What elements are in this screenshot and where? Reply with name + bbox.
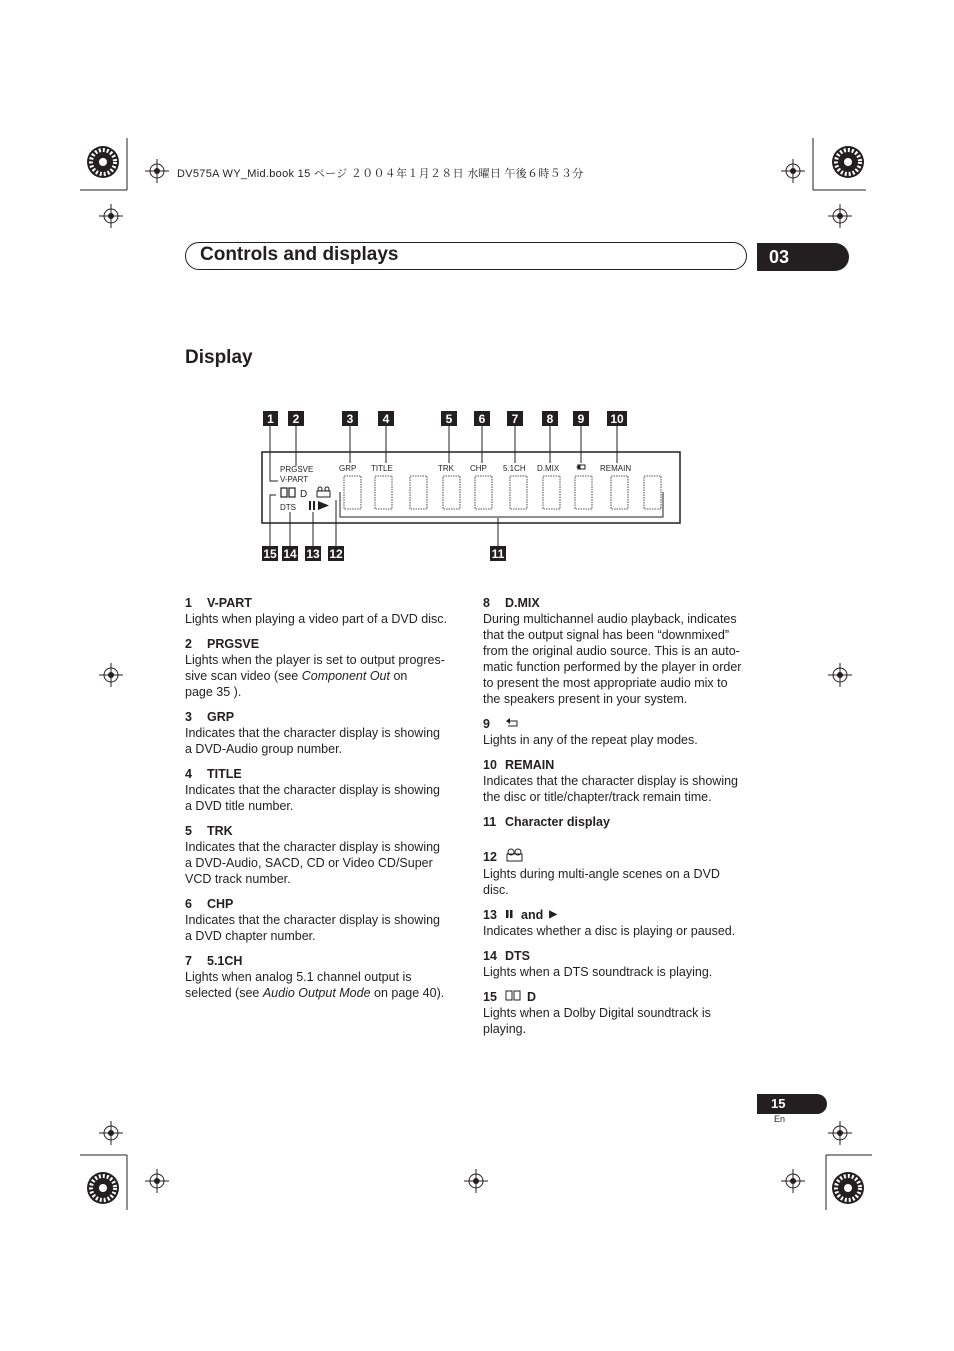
camera-angle-icon xyxy=(317,487,330,497)
item-title: 3 GRP xyxy=(185,710,235,724)
item-2 xyxy=(185,636,465,700)
item-5 xyxy=(185,823,465,887)
callout-5 xyxy=(441,411,457,426)
item-7 xyxy=(185,953,465,1001)
label-remain: REMAIN xyxy=(600,464,632,473)
item-title: 10 REMAIN xyxy=(483,758,555,772)
character-segment xyxy=(344,476,361,509)
item-6 xyxy=(185,896,465,944)
display-diagram xyxy=(0,0,954,600)
item-8 xyxy=(483,595,763,707)
character-segment xyxy=(443,476,460,509)
svg-text:1: 1 xyxy=(267,412,274,426)
item-11 xyxy=(483,814,763,830)
item-description: Indicates that the character display is showing a DVD title number. xyxy=(185,783,440,813)
dolby-icon xyxy=(281,488,295,497)
item-title: 13 and ▶ xyxy=(483,908,557,922)
page-number: 15 xyxy=(757,1094,827,1114)
item-4 xyxy=(185,766,465,814)
dolby-icon xyxy=(505,990,521,1001)
item-12 xyxy=(483,848,763,898)
label-dmix: D.MIX xyxy=(537,464,560,473)
item-1 xyxy=(185,595,465,627)
item-title: 15 D xyxy=(483,990,537,1004)
callout-14 xyxy=(282,546,298,561)
item-title: 6 CHP xyxy=(185,897,234,911)
character-segment xyxy=(475,476,492,509)
item-description: During multichannel audio playback, indicates that the output signal has been “downmixed” from the original audio source. This is an auto- matic function performed by the player in order to present the most appropriate audio mix to the speakers present in your system. xyxy=(483,612,742,706)
svg-text:9: 9 xyxy=(577,412,585,426)
label-chp: CHP xyxy=(470,464,487,473)
callout-11 xyxy=(490,546,506,561)
play-icon: ▶ xyxy=(549,909,557,920)
item-14 xyxy=(483,948,763,980)
svg-text:4: 4 xyxy=(382,412,390,426)
item-description: Indicates that the character display is showing a DVD chapter number. xyxy=(185,913,440,943)
character-segment xyxy=(543,476,560,509)
label-51ch: 5.1CH xyxy=(503,464,526,473)
item-description: Lights when the player is set to output progres- sive scan video (see Component Out on page 35 ). xyxy=(185,653,445,699)
label-title: TITLE xyxy=(371,464,393,473)
item-title: 7 5.1CH xyxy=(185,954,243,968)
page-language: En xyxy=(774,1114,786,1124)
callout-6 xyxy=(474,411,490,426)
callout-15 xyxy=(262,546,278,561)
repeat-icon xyxy=(505,718,519,728)
item-3 xyxy=(185,709,465,757)
chapter-tab: 03 xyxy=(757,243,849,271)
item-description: Lights in any of the repeat play modes. xyxy=(483,733,698,747)
item-description: Lights when a DTS soundtrack is playing. xyxy=(483,965,713,979)
label-dts: DTS xyxy=(280,503,296,512)
callout-3 xyxy=(342,411,358,426)
label-grp: GRP xyxy=(339,464,357,473)
callout-1 xyxy=(263,411,278,426)
callout-10 xyxy=(607,411,627,426)
item-description: Lights when analog 5.1 channel output is selected (see Audio Output Mode on page 40). xyxy=(185,970,445,1000)
svg-text:6: 6 xyxy=(478,412,486,426)
item-description: Indicates that the character display is showing a DVD-Audio, SACD, CD or Video CD/Super VCD track number. xyxy=(185,840,440,886)
item-title: 5 TRK xyxy=(185,824,233,838)
character-segment xyxy=(510,476,527,509)
callout-9 xyxy=(573,411,589,426)
camera-angle-icon xyxy=(505,848,525,862)
item-10 xyxy=(483,757,763,805)
repeat-icon xyxy=(577,465,585,469)
callout-4 xyxy=(378,411,394,426)
callout-13 xyxy=(305,546,321,561)
item-15 xyxy=(483,989,763,1037)
character-segment xyxy=(410,476,427,509)
item-description: Indicates whether a disc is playing or paused. xyxy=(483,924,736,938)
item-title: 4 TITLE xyxy=(185,767,242,781)
label-dolby-d: D xyxy=(300,489,308,500)
item-9 xyxy=(483,716,763,748)
svg-text:2: 2 xyxy=(292,412,300,426)
svg-text:3: 3 xyxy=(346,412,354,426)
label-trk: TRK xyxy=(438,464,454,473)
item-description: Lights during multi-angle scenes on a DVD disc. xyxy=(483,867,720,897)
character-segment xyxy=(575,476,592,509)
callout-2 xyxy=(288,411,304,426)
character-segment xyxy=(611,476,628,509)
display-heading: Display xyxy=(185,347,253,368)
item-title: 9 xyxy=(483,716,763,732)
svg-text:15: 15 xyxy=(263,547,277,561)
item-title: 1 V-PART xyxy=(185,596,252,610)
item-description: Lights when playing a video part of a DVD disc. xyxy=(185,612,447,626)
print-header: DV575A WY_Mid.book 15 ページ ２００４年１月２８日 水曜日 午後６時５３分 xyxy=(177,168,584,180)
svg-text:10: 10 xyxy=(610,412,624,426)
svg-text:5: 5 xyxy=(445,412,453,426)
callout-7 xyxy=(507,411,523,426)
label-vpart: V-PART xyxy=(280,475,309,484)
item-title: 12 xyxy=(483,848,763,866)
item-description: Lights when a Dolby Digital soundtrack is playing. xyxy=(483,1006,711,1036)
character-segment xyxy=(644,476,661,509)
item-description: Indicates that the character display is showing a DVD-Audio group number. xyxy=(185,726,440,756)
item-title: 8 D.MIX xyxy=(483,596,540,610)
pause-play-icon xyxy=(309,501,329,510)
section-title: Controls and displays xyxy=(200,244,399,265)
callout-12 xyxy=(328,546,344,561)
items-right-column xyxy=(483,595,763,1046)
callout-8 xyxy=(542,411,558,426)
item-13 xyxy=(483,907,763,939)
pause-icon xyxy=(505,909,515,919)
label-prgsve: PRGSVE xyxy=(280,465,314,474)
svg-text:8: 8 xyxy=(546,412,554,426)
item-title: 14 DTS xyxy=(483,949,530,963)
svg-text:13: 13 xyxy=(306,547,320,561)
svg-text:7: 7 xyxy=(511,412,519,426)
item-description: Indicates that the character display is showing the disc or title/chapter/track remain time. xyxy=(483,774,738,804)
character-segment xyxy=(375,476,392,509)
svg-text:14: 14 xyxy=(283,547,297,561)
items-left-column xyxy=(185,595,465,1010)
item-title: 11 Character display xyxy=(483,815,610,829)
svg-text:12: 12 xyxy=(329,547,343,561)
svg-text:11: 11 xyxy=(491,547,505,561)
item-title: 2 PRGSVE xyxy=(185,637,260,651)
